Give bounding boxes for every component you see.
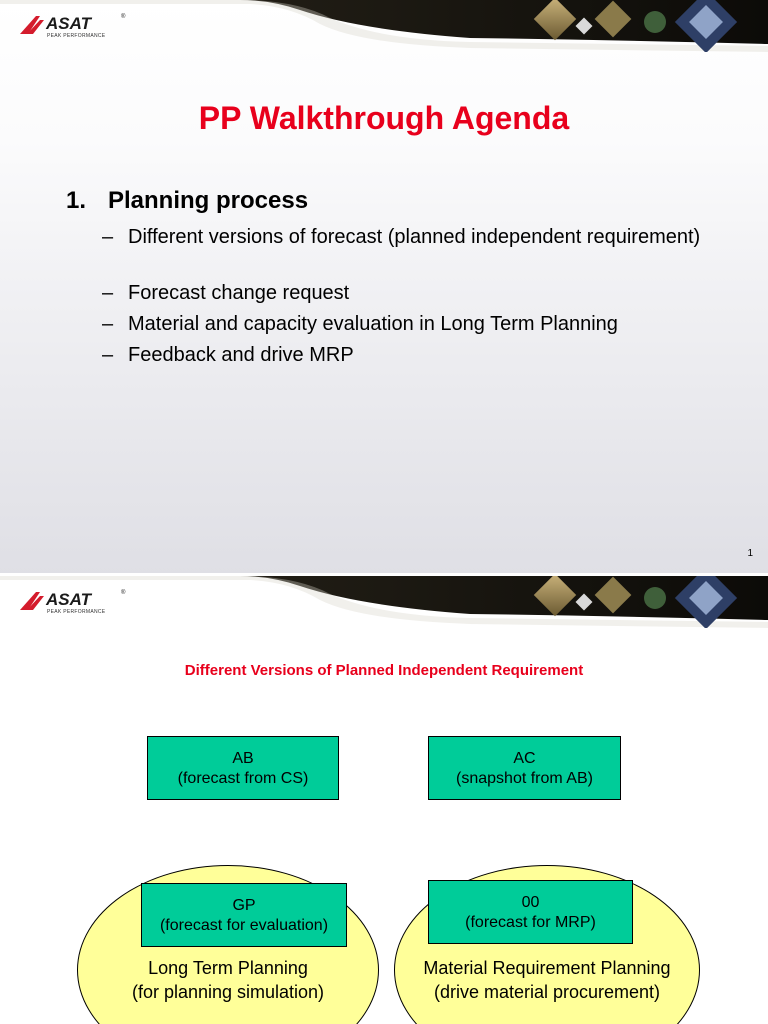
agenda-heading-text: Planning process [108,187,309,214]
logo-brand: ASAT [46,14,92,33]
bullet-item [102,343,702,367]
logo-tagline: PEAK PERFORMANCE [47,33,106,39]
version-box-00 [428,880,633,944]
bullet-dash: – [102,226,114,248]
logo-registered: ® [121,14,126,20]
ltp-label [84,956,372,1004]
bullet-item [102,225,702,249]
slide-2 [0,576,768,1024]
bullet-text: Different versions of forecast (planned independent requirement) [128,226,701,248]
slide-title: Different Versions of Planned Independent Requirement [184,662,584,679]
logo-registered: ® [121,590,126,596]
version-code: AC [513,750,536,767]
bullet-text: Feedback and drive MRP [128,344,354,366]
version-desc: (forecast for evaluation) [159,917,329,934]
version-code: GP [232,897,256,914]
logo-brand: ASAT [46,590,92,609]
bullet-dash: – [102,282,114,304]
page-number: 1 [747,548,753,559]
asat-logo [18,14,130,48]
bullet-dash: – [102,344,114,366]
logo-tagline: PEAK PERFORMANCE [47,609,106,615]
asat-swoosh-icon [18,590,48,612]
mrp-label-line1: Material Requirement Planning [423,958,671,978]
version-desc: (snapshot from AB) [456,770,593,787]
bullet-item [102,312,702,336]
ltp-label-line1: Long Term Planning [148,958,308,978]
version-desc: (forecast for MRP) [465,914,596,931]
version-box-ac [428,736,621,800]
slide-title: PP Walkthrough Agenda [198,100,570,136]
version-code: 00 [521,894,540,911]
asat-swoosh-icon [18,14,48,36]
ltp-label-line2: (for planning simulation) [131,982,325,1002]
bullet-text: Forecast change request [128,282,350,304]
version-box-ab [147,736,339,800]
bullet-text: Material and capacity evaluation in Long Term Planning [128,313,618,335]
mrp-label [400,956,694,1004]
version-box-gp [141,883,347,947]
agenda-heading [66,187,308,215]
mrp-label-line2: (drive material procurement) [433,982,661,1002]
version-code: AB [232,750,254,767]
bullet-dash: – [102,313,114,335]
version-desc: (forecast from CS) [177,770,309,787]
asat-logo [18,590,130,624]
agenda-number: 1. [66,187,87,214]
bullet-item [102,281,702,305]
